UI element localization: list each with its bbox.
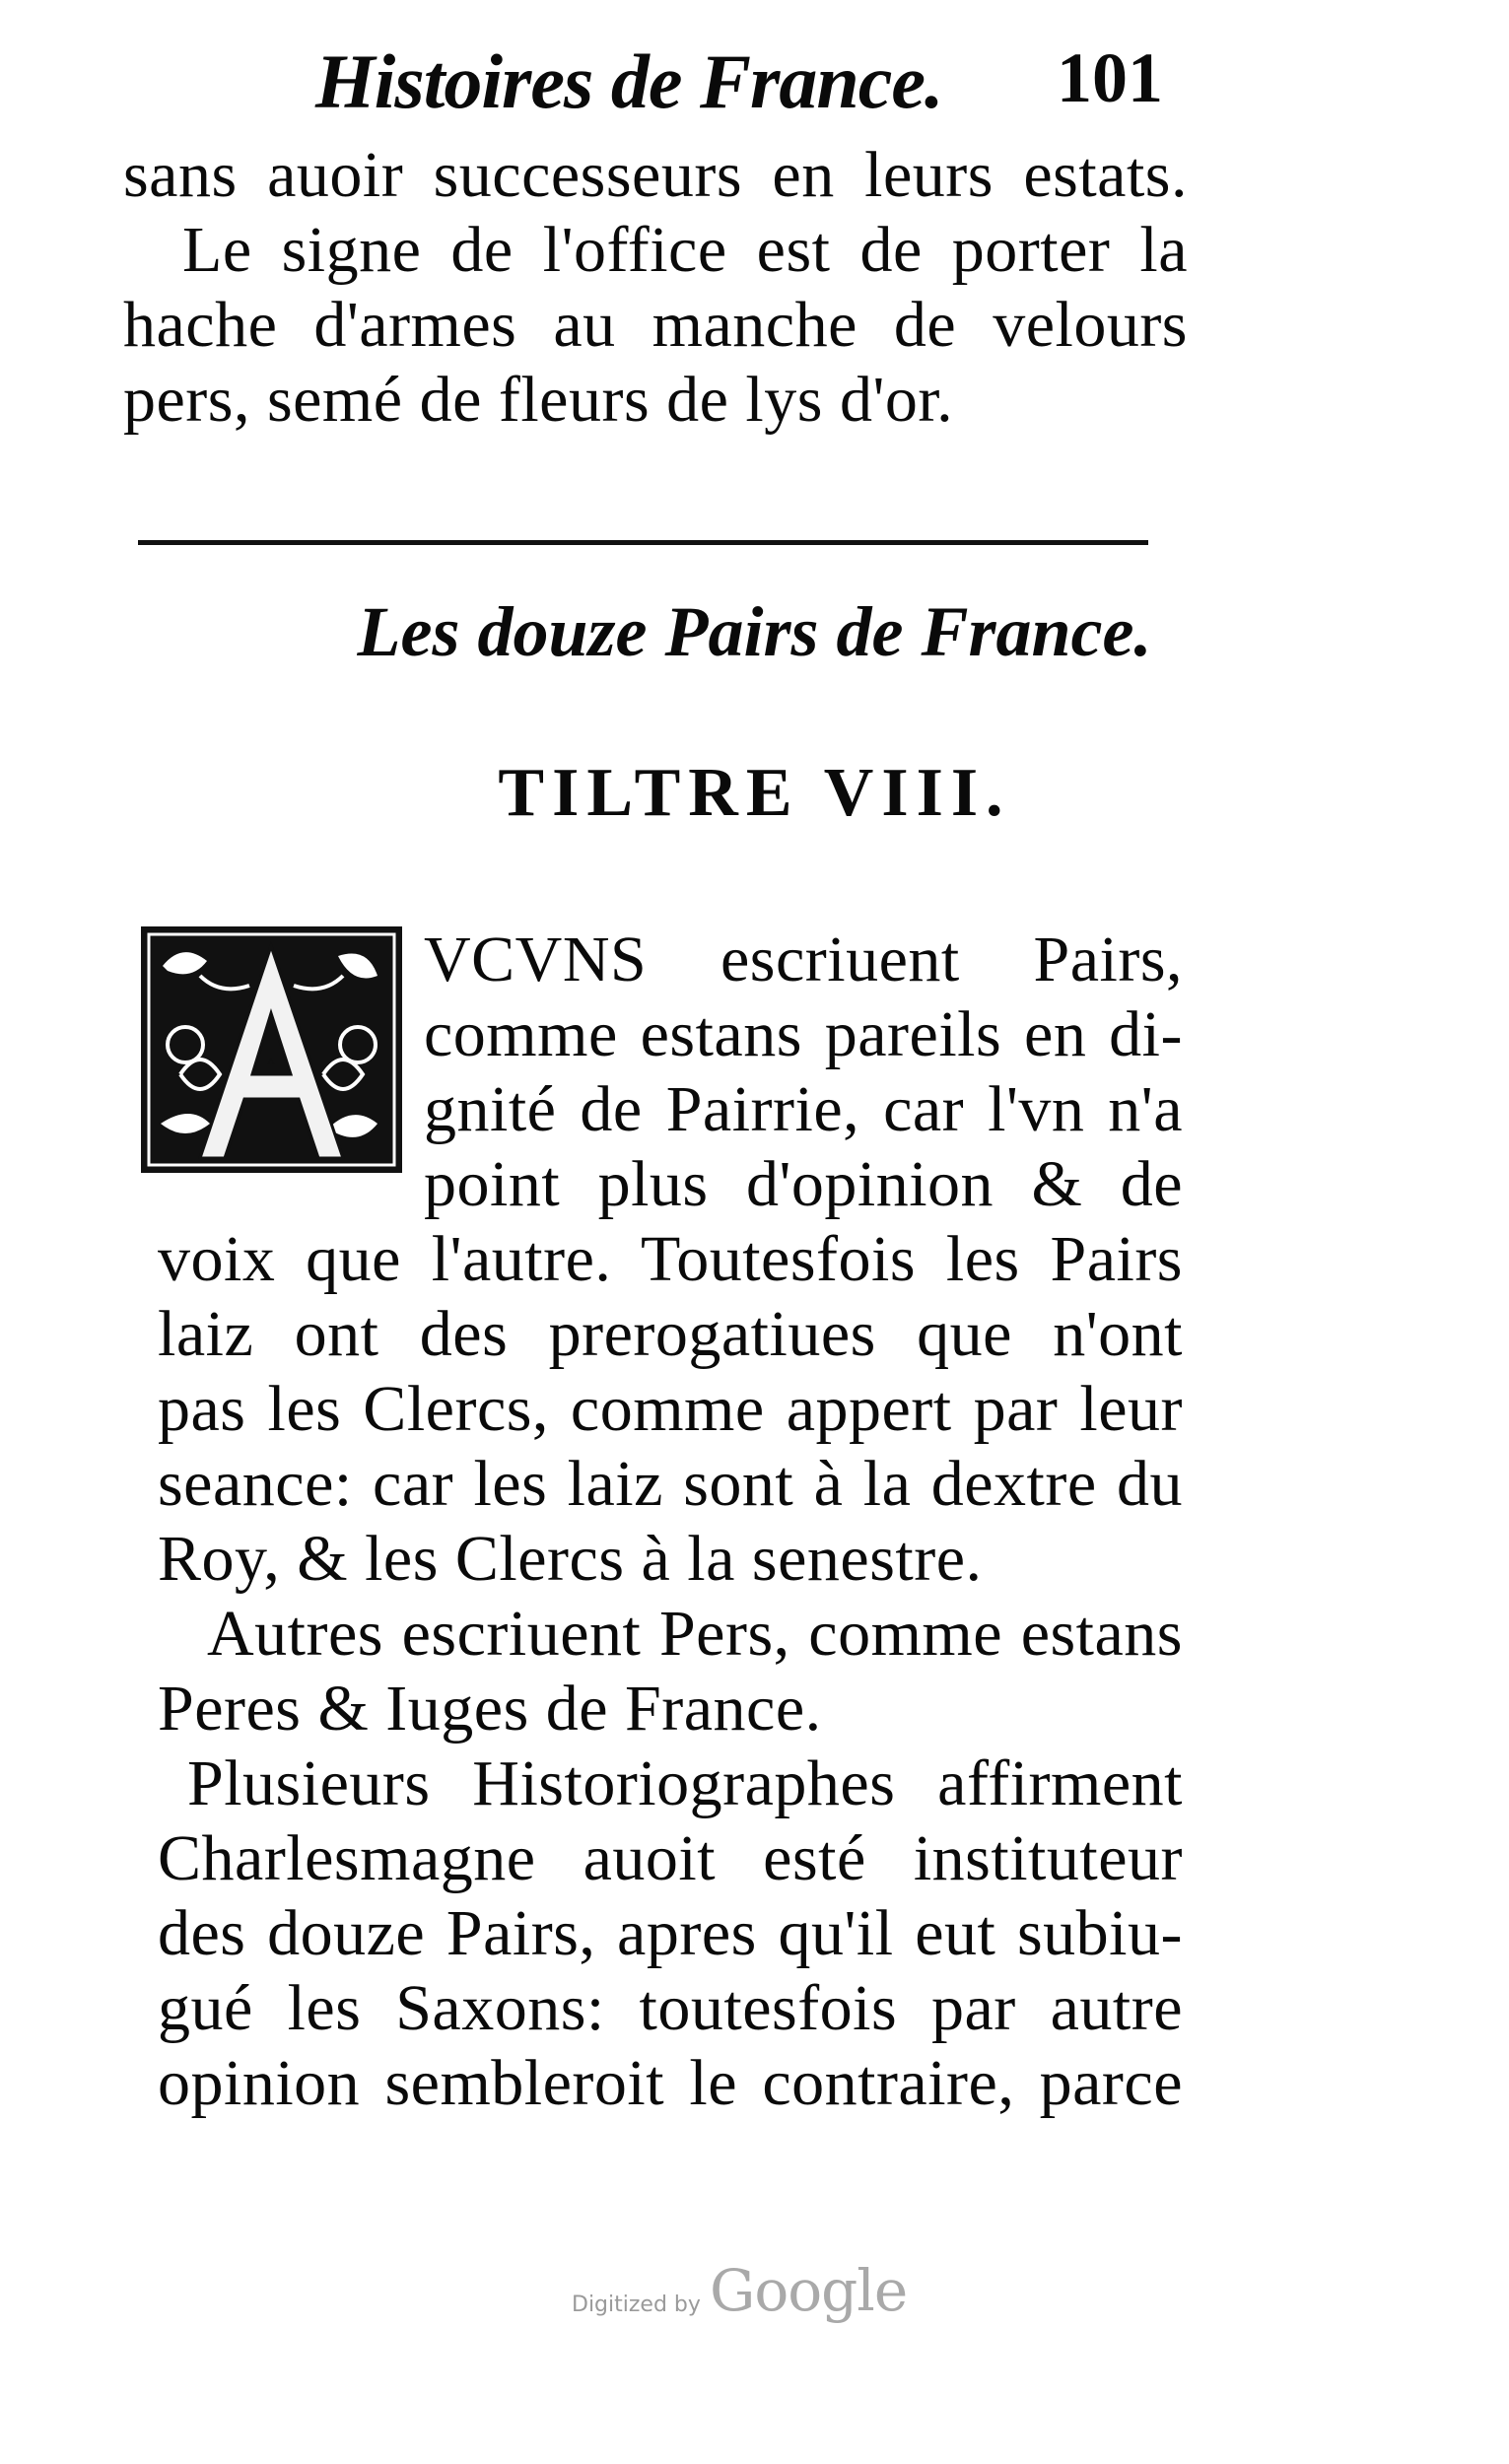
digitized-watermark: [572, 2257, 907, 2336]
text-line: sans auoir successeurs en leurs estats.: [123, 139, 1188, 211]
text-line: opinion sembleroit le contraire, parce: [158, 2047, 1183, 2119]
paragraph-3: [158, 1746, 1183, 2121]
text-line: Peres & Iuges de France.: [158, 1673, 822, 1745]
text-line: Charlesmagne auoit esté instituteur: [158, 1822, 1183, 1894]
text-line: point plus d'opinion & de: [424, 1148, 1183, 1220]
text-line: gué les Saxons: toutesfois par autre: [158, 1972, 1183, 2044]
chapter-heading: TILTRE VIII.: [498, 755, 1011, 831]
text-line: Plusieurs Historiographes affirment: [187, 1747, 1183, 1819]
text-line: voix que l'autre. Toutesfois les Pairs: [158, 1223, 1183, 1295]
text-line: Roy, & les Clercs à la senestre.: [158, 1523, 983, 1595]
text-line: des douze Pairs, apres qu'il eut subiu-: [158, 1897, 1183, 1969]
text-line: gnité de Pairrie, car l'vn n'a: [424, 1073, 1183, 1145]
text-line: Le signe de l'office est de porter la: [182, 214, 1188, 286]
text-line: pers, semé de fleurs de lys d'or.: [123, 364, 954, 436]
text-line: comme estans pareils en di-: [424, 998, 1183, 1070]
running-title: Histoires de France.: [315, 38, 943, 124]
section-divider: [138, 540, 1148, 545]
text-line: seance: car les laiz sont à la dextre du: [158, 1448, 1183, 1520]
paragraph-1-indented: [424, 923, 1183, 1222]
page-number: 101: [1057, 38, 1163, 117]
text-line: Autres escriuent Pers, comme estans: [207, 1598, 1183, 1670]
text-line: hache d'armes au manche de velours: [123, 289, 1188, 361]
page-header: [315, 37, 1163, 146]
text-line: laiz ont des prerogatiues que n'ont: [158, 1298, 1183, 1370]
text-line: pas les Clercs, comme appert par leur: [158, 1373, 1183, 1445]
paragraph-2: [158, 1597, 1183, 1746]
text-line: VCVNS escriuent Pairs,: [424, 924, 1183, 995]
svg-text:A: A: [267, 1057, 275, 1067]
watermark-prefix: Digitized by: [572, 2293, 701, 2317]
section-title: Les douze Pairs de France.: [357, 592, 1152, 671]
ornamental-initial-a-icon: [141, 926, 402, 1173]
top-paragraph: [123, 138, 1188, 438]
paragraph-1: [158, 1222, 1183, 1597]
watermark-brand: Google: [710, 2257, 908, 2324]
